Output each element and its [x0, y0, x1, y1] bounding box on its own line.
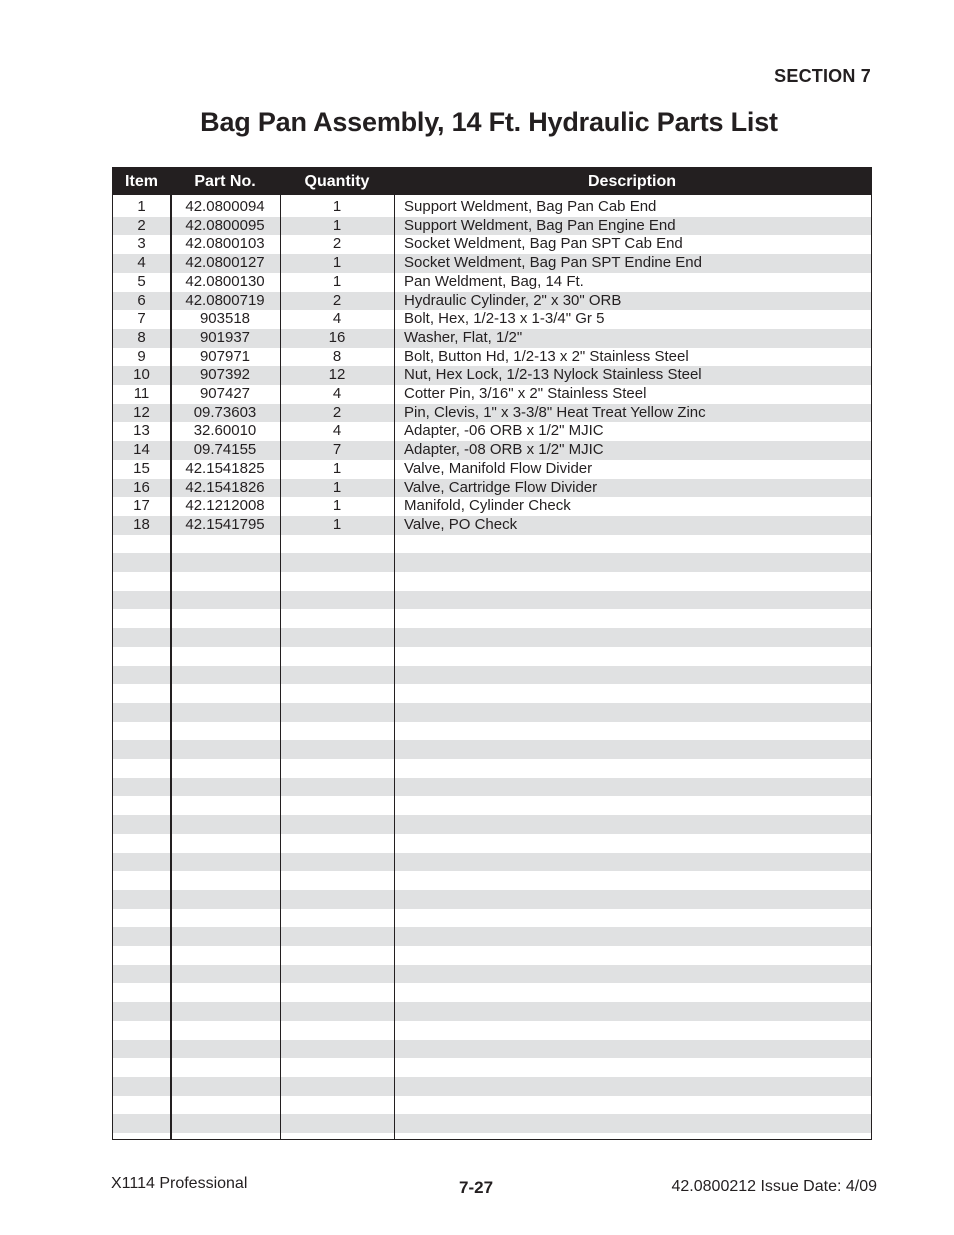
- cell-part: 32.60010: [193, 422, 257, 440]
- column-divider: [394, 195, 396, 1139]
- cell-qty: 2: [332, 403, 342, 421]
- cell-desc: Valve, Cartridge Flow Divider: [404, 478, 598, 496]
- table-row: [113, 254, 871, 273]
- cell-part: 901937: [199, 328, 251, 346]
- cell-qty: 1: [332, 497, 342, 515]
- cell-part: 42.1541825: [185, 459, 265, 477]
- cell-item: 16: [133, 478, 150, 496]
- table-row: [113, 366, 871, 385]
- cell-part: 42.1212008: [185, 497, 265, 515]
- table-row: [113, 292, 871, 311]
- cell-item: 11: [133, 385, 150, 402]
- empty-row: [113, 740, 871, 759]
- column-header-part-no: Part No.: [194, 173, 256, 190]
- column-header-quantity: Quantity: [304, 173, 370, 190]
- column-header-item: Item: [125, 173, 158, 190]
- cell-part: 42.0800095: [185, 216, 265, 234]
- cell-desc: Pin, Clevis, 1" x 3-3/8" Heat Treat Yellow Zinc: [404, 403, 706, 421]
- empty-row: [113, 983, 871, 1002]
- empty-row: [113, 666, 871, 685]
- cell-desc: Socket Weldment, Bag Pan SPT Cab End: [404, 235, 683, 253]
- cell-part: 09.73603: [193, 403, 257, 421]
- section-label: SECTION 7: [774, 66, 871, 86]
- cell-item: 14: [133, 441, 150, 459]
- footer-doc-info: 42.0800212 Issue Date: 4/09: [671, 1178, 877, 1195]
- cell-desc: Bolt, Button Hd, 1/2-13 x 2" Stainless Steel: [404, 347, 689, 365]
- empty-row: [113, 1077, 871, 1096]
- empty-row: [113, 535, 871, 554]
- table-row: [113, 441, 871, 460]
- cell-part: 09.74155: [193, 441, 257, 459]
- cell-part: 903518: [199, 310, 251, 328]
- empty-row: [113, 815, 871, 834]
- cell-part: 907427: [199, 385, 251, 402]
- cell-qty: 2: [332, 235, 342, 253]
- cell-item: 6: [137, 291, 146, 309]
- cell-desc: Cotter Pin, 3/16" x 2" Stainless Steel: [404, 385, 647, 402]
- cell-item: 18: [133, 515, 150, 533]
- empty-row: [113, 1133, 871, 1140]
- table-row: [113, 329, 871, 348]
- cell-item: 12: [133, 403, 150, 421]
- cell-part: 42.0800103: [185, 235, 265, 253]
- cell-part: 907392: [199, 366, 251, 384]
- cell-item: 17: [133, 497, 150, 515]
- empty-row: [113, 778, 871, 797]
- cell-qty: 2: [332, 291, 342, 309]
- cell-part: 42.1541826: [185, 478, 265, 496]
- empty-row: [113, 1114, 871, 1133]
- empty-row: [113, 965, 871, 984]
- empty-row: [113, 553, 871, 572]
- cell-part: 42.0800127: [185, 254, 265, 272]
- table-row: [113, 198, 871, 217]
- cell-item: 4: [137, 254, 146, 272]
- empty-row: [113, 628, 871, 647]
- cell-desc: Hydraulic Cylinder, 2" x 30" ORB: [404, 291, 622, 309]
- cell-part: 42.0800719: [185, 291, 265, 309]
- empty-row: [113, 871, 871, 890]
- empty-row: [113, 684, 871, 703]
- column-divider: [280, 195, 282, 1139]
- cell-qty: 4: [332, 422, 342, 440]
- empty-row: [113, 759, 871, 778]
- cell-desc: Support Weldment, Bag Pan Cab End: [404, 198, 657, 215]
- page-title: Bag Pan Assembly, 14 Ft. Hydraulic Parts List: [200, 107, 778, 137]
- cell-qty: 8: [332, 347, 342, 365]
- cell-item: 5: [137, 272, 146, 290]
- cell-part: 907971: [199, 347, 251, 365]
- table-header: [113, 168, 871, 195]
- empty-row: [113, 591, 871, 610]
- cell-item: 3: [137, 235, 146, 253]
- table-row: [113, 217, 871, 236]
- empty-row: [113, 909, 871, 928]
- footer-model: X1114 Professional: [111, 1175, 248, 1192]
- cell-qty: 1: [332, 254, 342, 272]
- empty-row: [113, 647, 871, 666]
- column-divider: [170, 195, 172, 1139]
- cell-desc: Socket Weldment, Bag Pan SPT Endine End: [404, 254, 702, 272]
- empty-row: [113, 853, 871, 872]
- empty-row: [113, 1021, 871, 1040]
- empty-row: [113, 890, 871, 909]
- cell-qty: 1: [332, 198, 342, 215]
- cell-desc: Support Weldment, Bag Pan Engine End: [404, 216, 676, 234]
- cell-qty: 4: [332, 385, 342, 402]
- cell-desc: Manifold, Cylinder Check: [404, 497, 571, 515]
- cell-qty: 7: [332, 441, 342, 459]
- table-row: [113, 348, 871, 367]
- cell-item: 8: [137, 328, 146, 346]
- empty-row: [113, 1058, 871, 1077]
- cell-qty: 1: [332, 515, 342, 533]
- cell-qty: 4: [332, 310, 342, 328]
- cell-qty: 16: [328, 328, 346, 346]
- cell-item: 9: [137, 347, 146, 365]
- empty-row: [113, 722, 871, 741]
- empty-row: [113, 834, 871, 853]
- cell-desc: Nut, Hex Lock, 1/2-13 Nylock Stainless Steel: [404, 366, 702, 384]
- table-row: [113, 422, 871, 441]
- table-row: [113, 404, 871, 423]
- cell-desc: Washer, Flat, 1/2": [404, 328, 523, 346]
- column-header-description: Description: [587, 173, 676, 190]
- parts-list-table: [112, 167, 872, 1140]
- cell-qty: 12: [328, 366, 346, 384]
- cell-qty: 1: [332, 478, 342, 496]
- empty-row: [113, 703, 871, 722]
- cell-item: 1: [137, 198, 146, 215]
- cell-desc: Bolt, Hex, 1/2-13 x 1-3/4" Gr 5: [404, 310, 605, 328]
- cell-qty: 1: [332, 216, 342, 234]
- cell-desc: Pan Weldment, Bag, 14 Ft.: [404, 272, 584, 290]
- table-row: [113, 310, 871, 329]
- table-row: [113, 460, 871, 479]
- cell-item: 15: [133, 459, 150, 477]
- empty-row: [113, 609, 871, 628]
- empty-row: [113, 946, 871, 965]
- cell-desc: Adapter, -08 ORB x 1/2" MJIC: [404, 441, 604, 459]
- cell-item: 7: [137, 310, 146, 328]
- empty-row: [113, 572, 871, 591]
- empty-row: [113, 1096, 871, 1115]
- cell-desc: Valve, PO Check: [404, 515, 518, 533]
- empty-row: [113, 927, 871, 946]
- cell-part: 42.1541795: [185, 515, 265, 533]
- table-row: [113, 273, 871, 292]
- table-row: [113, 479, 871, 498]
- table-row: [113, 497, 871, 516]
- table-row: [113, 385, 871, 404]
- footer-page-number: 7-27: [459, 1178, 494, 1197]
- cell-part: 42.0800094: [185, 198, 265, 215]
- cell-item: 13: [133, 422, 150, 440]
- cell-item: 10: [133, 366, 150, 384]
- table-row: [113, 235, 871, 254]
- cell-qty: 1: [332, 459, 342, 477]
- table-row: [113, 516, 871, 535]
- cell-qty: 1: [332, 272, 342, 290]
- cell-part: 42.0800130: [185, 272, 265, 290]
- cell-desc: Adapter, -06 ORB x 1/2" MJIC: [404, 422, 604, 440]
- empty-row: [113, 1040, 871, 1059]
- empty-row: [113, 796, 871, 815]
- cell-desc: Valve, Manifold Flow Divider: [404, 459, 593, 477]
- empty-row: [113, 1002, 871, 1021]
- cell-item: 2: [137, 216, 146, 234]
